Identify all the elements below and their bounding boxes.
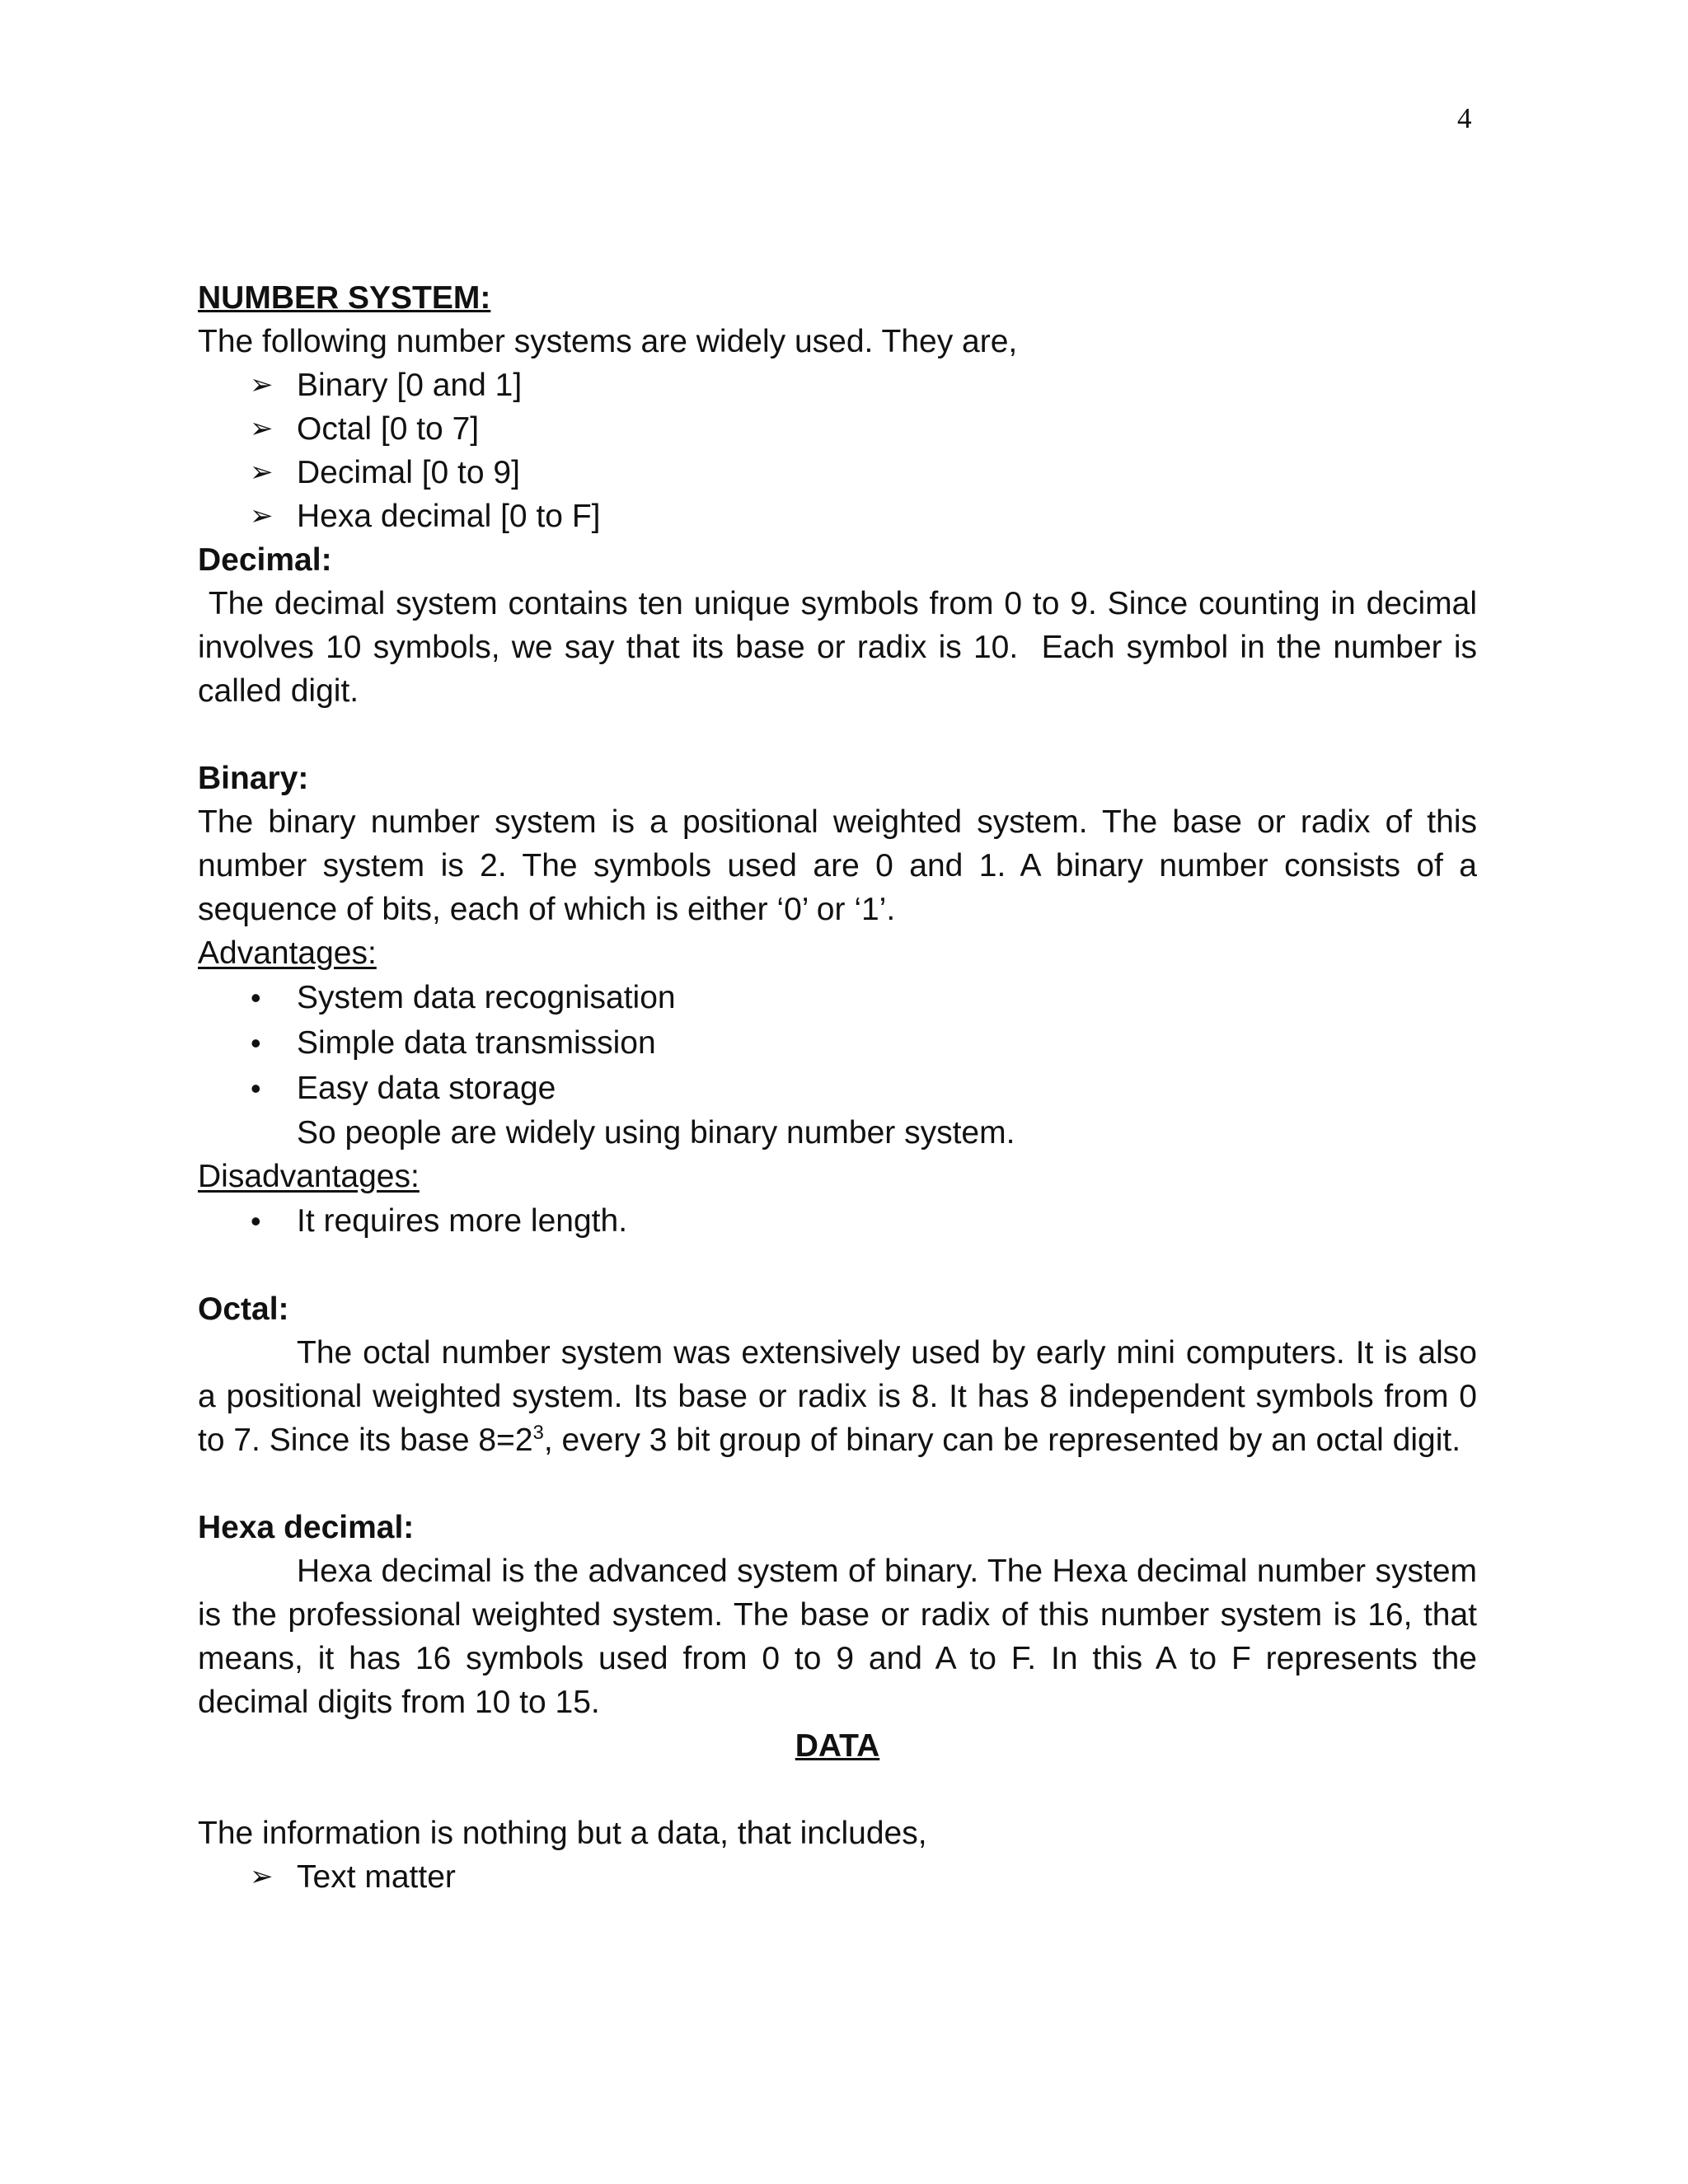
number-system-heading: NUMBER SYSTEM: [198,280,491,316]
disadvantages-list [198,1198,1477,1244]
arrow-bullet-icon: ➢ [250,1861,274,1892]
arrow-bullet-icon: ➢ [250,457,274,488]
advantages-note: So people are widely using binary number system. [297,1115,1015,1151]
list-item: ➢ Text matter [198,1855,1477,1899]
list-item: ➢ Hexa decimal [0 to F] [198,494,1477,538]
list-item: • System data recognisation [198,975,1477,1020]
document-body [198,276,1486,1899]
bullet-icon: • [251,1204,261,1238]
arrow-bullet-icon: ➢ [250,369,274,401]
list-item: • Simple data transmission [198,1020,1477,1066]
number-system-list [198,363,1477,538]
superscript: 3 [532,1422,544,1444]
number-system-intro: The following number systems are widely used. They are, [198,324,1018,359]
arrow-bullet-icon: ➢ [250,413,274,444]
list-item: ➢ Octal [0 to 7] [198,407,1477,451]
hexa-decimal-paragraph: Hexa decimal is the advanced system of binary. The Hexa decimal number system is the professional weighted system. The base or radix of this number system is 16, that means, it has 16 symbols used from 0 to 9 and A to F. In this A to F represents the decimal digits from 10 to 15. [198,1554,1477,1720]
binary-heading: Binary: [198,761,309,796]
arrow-bullet-icon: ➢ [250,500,274,532]
list-item: • Easy data storage [198,1066,1477,1111]
advantages-list [198,975,1477,1111]
bullet-icon: • [251,1026,261,1060]
page-number: 4 [1457,102,1472,134]
data-heading: DATA [795,1728,880,1764]
advantages-heading: Advantages: [198,935,377,971]
list-item: • It requires more length. [198,1198,1477,1244]
data-intro: The information is nothing but a data, that includes, [198,1816,927,1851]
octal-heading: Octal: [198,1291,289,1327]
list-item: ➢ Binary [0 and 1] [198,363,1477,407]
bullet-icon: • [251,1071,261,1105]
decimal-paragraph: The decimal system contains ten unique symbols from 0 to 9. Since counting in decimal involves 10 symbols, we say that its base or radix is 10. Each symbol in the number is called digit. [198,586,1486,709]
list-item: ➢ Decimal [0 to 9] [198,451,1477,494]
data-list [198,1855,1477,1899]
binary-paragraph: The binary number system is a positional weighted system. The base or radix of this number system is 2. The symbols used are 0 and 1. A binary number consists of a sequence of bits, each of which is either ‘0’ or ‘1’. [198,804,1477,927]
octal-paragraph: The octal number system was extensively used by early mini computers. It is also a positional weighted system. Its base or radix is 8. It has 8 independent symbols from 0 to 7. Since its base $8=2^3$, every 3 bit group of binary can be represented by an octal digit. [198,1335,1477,1458]
decimal-heading: Decimal: [198,542,332,578]
disadvantages-heading: Disadvantages: [198,1159,420,1194]
bullet-icon: • [251,981,261,1015]
hexa-decimal-heading: Hexa decimal: [198,1510,415,1545]
